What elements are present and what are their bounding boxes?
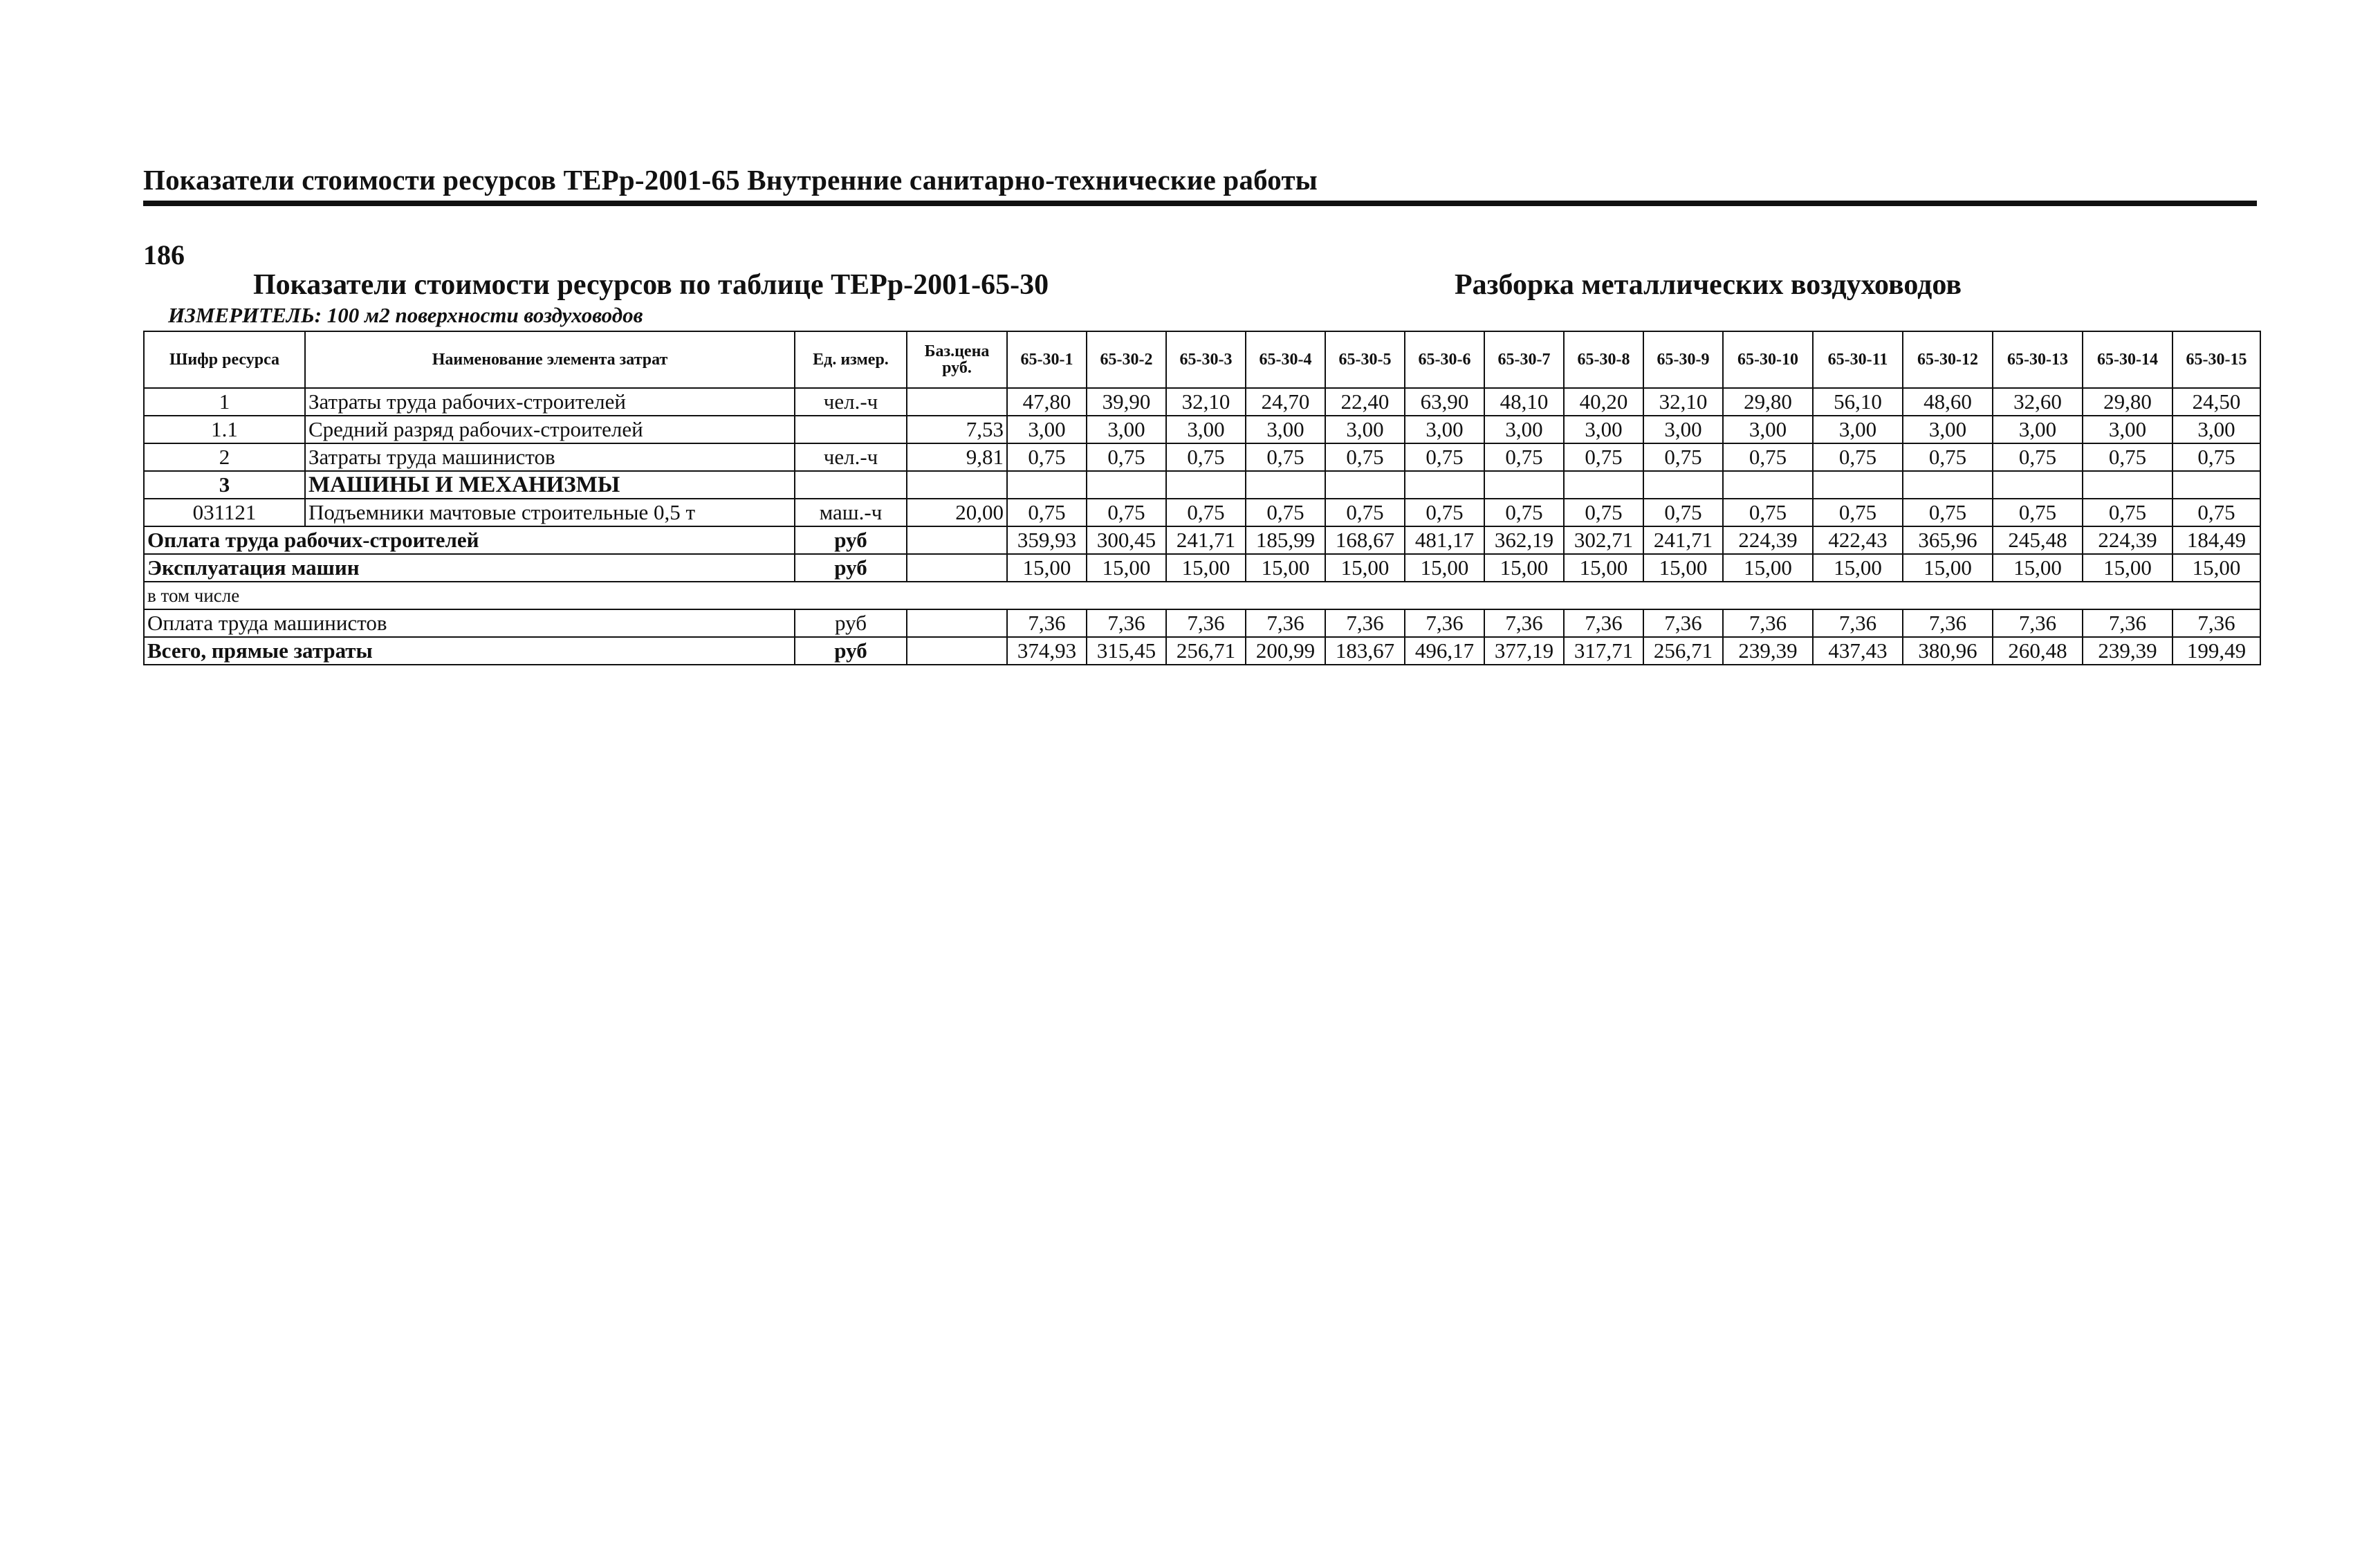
value-cell: 0,75: [2173, 499, 2260, 526]
value-cell: [1723, 471, 1813, 499]
value-cell: 437,43: [1813, 637, 1903, 665]
resource-name-cell: МАШИНЫ И МЕХАНИЗМЫ: [305, 471, 795, 499]
value-cell: 3,00: [1993, 416, 2083, 443]
value-cell: 48,10: [1484, 388, 1564, 416]
value-cell: 224,39: [1723, 526, 1813, 554]
value-cell: 0,75: [1246, 499, 1325, 526]
value-cell: [1166, 471, 1246, 499]
value-cell: 3,00: [1405, 416, 1484, 443]
value-cell: 241,71: [1643, 526, 1723, 554]
value-cell: 302,71: [1564, 526, 1643, 554]
summary-label-cell: Эксплуатация машин: [144, 554, 795, 582]
column-header-unit: Ед. измер.: [795, 331, 907, 388]
value-cell: 0,75: [1166, 443, 1246, 471]
base-price-cell: 7,53: [907, 416, 1007, 443]
summary-row: [144, 637, 2260, 665]
unit-cell: [795, 416, 907, 443]
value-cell: 0,75: [1087, 443, 1166, 471]
base-price-cell: [907, 471, 1007, 499]
table-row: [144, 443, 2260, 471]
value-cell: 224,39: [2083, 526, 2173, 554]
value-cell: 0,75: [1484, 443, 1564, 471]
value-cell: 0,75: [1723, 443, 1813, 471]
value-cell: 15,00: [2173, 554, 2260, 582]
value-cell: 3,00: [1723, 416, 1813, 443]
value-cell: 183,67: [1325, 637, 1405, 665]
value-cell: 300,45: [1087, 526, 1166, 554]
column-header-item: 65-30-1: [1007, 331, 1087, 388]
column-header-item: 65-30-2: [1087, 331, 1166, 388]
value-cell: 32,10: [1166, 388, 1246, 416]
page-number: 186: [143, 239, 185, 270]
value-cell: 29,80: [1723, 388, 1813, 416]
base-price-cell: 9,81: [907, 443, 1007, 471]
unit-cell: руб: [795, 554, 907, 582]
resource-code-cell: 3: [144, 471, 305, 499]
value-cell: 0,75: [1007, 443, 1087, 471]
value-cell: 29,80: [2083, 388, 2173, 416]
value-cell: 0,75: [1166, 499, 1246, 526]
value-cell: 0,75: [1643, 443, 1723, 471]
resource-name-cell: Затраты труда машинистов: [305, 443, 795, 471]
value-cell: 0,75: [1564, 499, 1643, 526]
value-cell: 7,36: [2083, 609, 2173, 637]
value-cell: 7,36: [1405, 609, 1484, 637]
table-header-row: [144, 331, 2260, 388]
unit-cell: маш.-ч: [795, 499, 907, 526]
value-cell: 3,00: [1007, 416, 1087, 443]
value-cell: 0,75: [1993, 443, 2083, 471]
value-cell: 15,00: [1564, 554, 1643, 582]
value-cell: [2083, 471, 2173, 499]
value-cell: 0,75: [1993, 499, 2083, 526]
value-cell: 15,00: [1325, 554, 1405, 582]
value-cell: [1246, 471, 1325, 499]
value-cell: 245,48: [1993, 526, 2083, 554]
value-cell: 15,00: [1723, 554, 1813, 582]
value-cell: 365,96: [1903, 526, 1993, 554]
value-cell: 3,00: [1564, 416, 1643, 443]
unit-cell: чел.-ч: [795, 443, 907, 471]
column-header-item: 65-30-7: [1484, 331, 1564, 388]
column-header-item: 65-30-4: [1246, 331, 1325, 388]
value-cell: 7,36: [1246, 609, 1325, 637]
value-cell: 0,75: [1325, 499, 1405, 526]
value-cell: 15,00: [1484, 554, 1564, 582]
value-cell: 184,49: [2173, 526, 2260, 554]
value-cell: 7,36: [1903, 609, 1993, 637]
resource-code-cell: 031121: [144, 499, 305, 526]
unit-cell: чел.-ч: [795, 388, 907, 416]
value-cell: 0,75: [1325, 443, 1405, 471]
column-header-item: 65-30-11: [1813, 331, 1903, 388]
value-cell: [1903, 471, 1993, 499]
value-cell: 32,10: [1643, 388, 1723, 416]
value-cell: 0,75: [1484, 499, 1564, 526]
value-cell: 496,17: [1405, 637, 1484, 665]
value-cell: 0,75: [1405, 443, 1484, 471]
resource-name-cell: Затраты труда рабочих-строителей: [305, 388, 795, 416]
value-cell: 239,39: [1723, 637, 1813, 665]
value-cell: [1007, 471, 1087, 499]
value-cell: 24,70: [1246, 388, 1325, 416]
value-cell: 0,75: [2083, 499, 2173, 526]
value-cell: 47,80: [1007, 388, 1087, 416]
document-header-title: Показатели стоимости ресурсов ТЕРр-2001-65 Внутренние санитарно-технические работы: [143, 164, 1318, 196]
value-cell: 40,20: [1564, 388, 1643, 416]
column-header-base-price: Баз.цена руб.: [907, 331, 1007, 388]
value-cell: [1405, 471, 1484, 499]
value-cell: 15,00: [1007, 554, 1087, 582]
base-price-cell: 20,00: [907, 499, 1007, 526]
base-price-cell: [907, 526, 1007, 554]
value-cell: 7,36: [1993, 609, 2083, 637]
value-cell: 3,00: [1246, 416, 1325, 443]
value-cell: 3,00: [2173, 416, 2260, 443]
value-cell: [1993, 471, 2083, 499]
value-cell: 0,75: [1903, 499, 1993, 526]
value-cell: 7,36: [1325, 609, 1405, 637]
value-cell: 200,99: [1246, 637, 1325, 665]
value-cell: 56,10: [1813, 388, 1903, 416]
value-cell: 7,36: [1813, 609, 1903, 637]
value-cell: 3,00: [2083, 416, 2173, 443]
value-cell: 7,36: [1484, 609, 1564, 637]
column-header-item: 65-30-8: [1564, 331, 1643, 388]
base-price-cell: [907, 637, 1007, 665]
value-cell: 0,75: [1405, 499, 1484, 526]
column-header-item: 65-30-10: [1723, 331, 1813, 388]
unit-cell: руб: [795, 609, 907, 637]
value-cell: 48,60: [1903, 388, 1993, 416]
value-cell: 3,00: [1166, 416, 1246, 443]
table-row: [144, 471, 2260, 499]
value-cell: 7,36: [1087, 609, 1166, 637]
value-cell: 0,75: [1007, 499, 1087, 526]
value-cell: 256,71: [1643, 637, 1723, 665]
table-row: [144, 416, 2260, 443]
value-cell: 315,45: [1087, 637, 1166, 665]
value-cell: 7,36: [1643, 609, 1723, 637]
column-header-item: 65-30-12: [1903, 331, 1993, 388]
summary-row: [144, 554, 2260, 582]
value-cell: 15,00: [1643, 554, 1723, 582]
value-cell: 7,36: [1007, 609, 1087, 637]
summary-label-cell: Всего, прямые затраты: [144, 637, 795, 665]
column-header-item: 65-30-15: [2173, 331, 2260, 388]
value-cell: 15,00: [1405, 554, 1484, 582]
value-cell: 0,75: [1813, 443, 1903, 471]
value-cell: 380,96: [1903, 637, 1993, 665]
value-cell: 239,39: [2083, 637, 2173, 665]
value-cell: [1643, 471, 1723, 499]
value-cell: [1564, 471, 1643, 499]
value-cell: [2173, 471, 2260, 499]
value-cell: 0,75: [1903, 443, 1993, 471]
value-cell: 0,75: [2173, 443, 2260, 471]
value-cell: 362,19: [1484, 526, 1564, 554]
value-cell: [1813, 471, 1903, 499]
value-cell: 63,90: [1405, 388, 1484, 416]
base-price-cell: [907, 388, 1007, 416]
value-cell: 377,19: [1484, 637, 1564, 665]
value-cell: 7,36: [2173, 609, 2260, 637]
column-header-item: 65-30-14: [2083, 331, 2173, 388]
resource-cost-table: [143, 331, 2261, 665]
column-header-name: Наименование элемента затрат: [305, 331, 795, 388]
value-cell: 0,75: [2083, 443, 2173, 471]
including-row: [144, 582, 2260, 609]
value-cell: 260,48: [1993, 637, 2083, 665]
measure-unit-line: ИЗМЕРИТЕЛЬ: 100 м2 поверхности воздуховодов: [168, 303, 643, 327]
value-cell: 241,71: [1166, 526, 1246, 554]
value-cell: 0,75: [1723, 499, 1813, 526]
value-cell: 168,67: [1325, 526, 1405, 554]
value-cell: 24,50: [2173, 388, 2260, 416]
value-cell: 3,00: [1903, 416, 1993, 443]
column-header-item: 65-30-9: [1643, 331, 1723, 388]
value-cell: 0,75: [1087, 499, 1166, 526]
value-cell: 3,00: [1813, 416, 1903, 443]
value-cell: 15,00: [1993, 554, 2083, 582]
table-row: [144, 499, 2260, 526]
value-cell: 39,90: [1087, 388, 1166, 416]
summary-row: [144, 526, 2260, 554]
resource-code-cell: 1: [144, 388, 305, 416]
column-header-item: 65-30-5: [1325, 331, 1405, 388]
value-cell: 15,00: [1903, 554, 1993, 582]
table-title: Показатели стоимости ресурсов по таблице ТЕРр-2001-65-30: [253, 269, 1049, 301]
unit-cell: руб: [795, 526, 907, 554]
value-cell: 0,75: [1643, 499, 1723, 526]
including-label: в том числе: [144, 582, 2260, 609]
value-cell: [1484, 471, 1564, 499]
unit-cell: [795, 471, 907, 499]
value-cell: 32,60: [1993, 388, 2083, 416]
column-header-item: 65-30-3: [1166, 331, 1246, 388]
table-row: [144, 388, 2260, 416]
value-cell: 256,71: [1166, 637, 1246, 665]
resource-name-cell: Средний разряд рабочих-строителей: [305, 416, 795, 443]
base-price-cell: [907, 609, 1007, 637]
value-cell: [1087, 471, 1166, 499]
value-cell: 185,99: [1246, 526, 1325, 554]
summary-row: [144, 609, 2260, 637]
section-title: Разборка металлических воздуховодов: [1455, 269, 1962, 301]
summary-label-cell: Оплата труда рабочих-строителей: [144, 526, 795, 554]
resource-name-cell: Подъемники мачтовые строительные 0,5 т: [305, 499, 795, 526]
value-cell: 3,00: [1325, 416, 1405, 443]
value-cell: 7,36: [1564, 609, 1643, 637]
value-cell: [1325, 471, 1405, 499]
column-header-item: 65-30-6: [1405, 331, 1484, 388]
value-cell: 22,40: [1325, 388, 1405, 416]
value-cell: 15,00: [1246, 554, 1325, 582]
value-cell: 359,93: [1007, 526, 1087, 554]
value-cell: 374,93: [1007, 637, 1087, 665]
value-cell: 15,00: [1813, 554, 1903, 582]
column-header-item: 65-30-13: [1993, 331, 2083, 388]
summary-label-cell: Оплата труда машинистов: [144, 609, 795, 637]
value-cell: 481,17: [1405, 526, 1484, 554]
value-cell: 15,00: [1087, 554, 1166, 582]
value-cell: 0,75: [1564, 443, 1643, 471]
value-cell: 199,49: [2173, 637, 2260, 665]
value-cell: 3,00: [1484, 416, 1564, 443]
value-cell: 15,00: [2083, 554, 2173, 582]
value-cell: 0,75: [1813, 499, 1903, 526]
value-cell: 3,00: [1643, 416, 1723, 443]
value-cell: 422,43: [1813, 526, 1903, 554]
column-header-code: Шифр ресурса: [144, 331, 305, 388]
value-cell: 3,00: [1087, 416, 1166, 443]
value-cell: 0,75: [1246, 443, 1325, 471]
value-cell: 7,36: [1723, 609, 1813, 637]
header-divider: [143, 201, 2257, 206]
base-price-cell: [907, 554, 1007, 582]
resource-code-cell: 1.1: [144, 416, 305, 443]
resource-code-cell: 2: [144, 443, 305, 471]
value-cell: 15,00: [1166, 554, 1246, 582]
value-cell: 317,71: [1564, 637, 1643, 665]
value-cell: 7,36: [1166, 609, 1246, 637]
unit-cell: руб: [795, 637, 907, 665]
